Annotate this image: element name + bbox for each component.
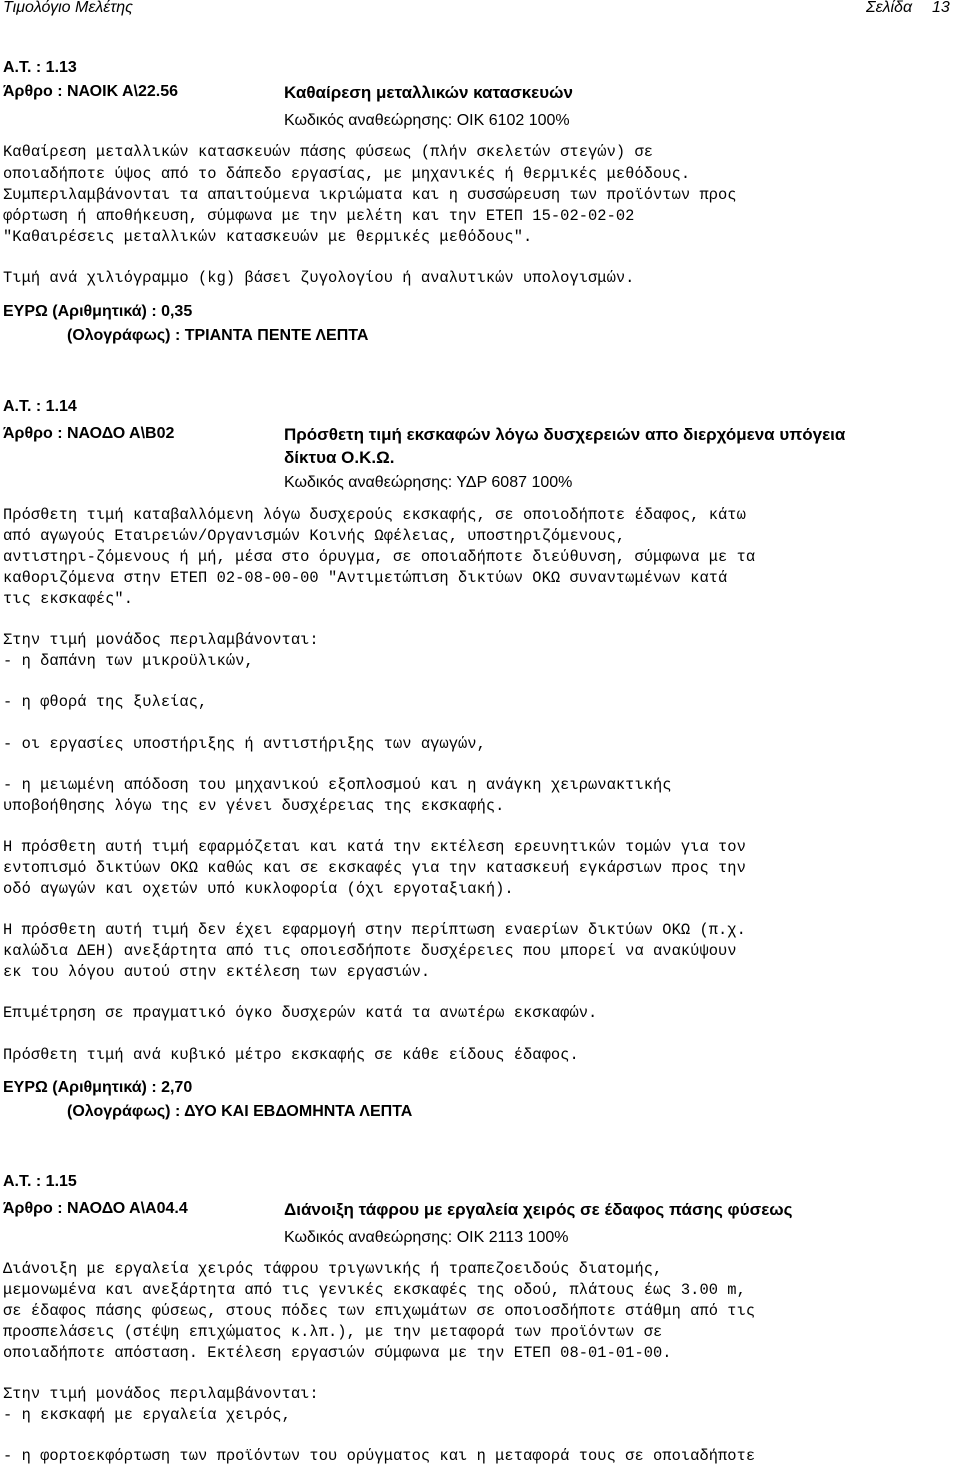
description-line: σε έδαφος πάσης φύσεως, στους πόδες των επιχωμάτων σε οποιοσδήποτε στάθμη από τις — [3, 1302, 756, 1320]
description-line: Στην τιμή μονάδος περιλαμβάνονται: — [3, 1385, 319, 1403]
price-words: (Ολογράφως) : ΤΡΙΑΝΤΑ ΠΕΝΤΕ ΛΕΠΤΑ — [67, 327, 369, 344]
price-numeric: ΕΥΡΩ (Αριθμητικά) : 2,70 — [3, 1079, 193, 1096]
description-line: εντοπισμό δικτύων ΟΚΩ καθώς και σε εκσκαφές για την κατασκευή εγκάρσιων προς την — [3, 859, 746, 877]
article-code: Άρθρο : ΝΑΟΙΚ Α\22.56 — [3, 83, 179, 100]
description-line: - η μειωμένη απόδοση του μηχανικού εξοπλοσμού και η ανάγκη χειρωνακτικής — [3, 776, 672, 794]
description-line: εκ του λόγου αυτού στην εκτέλεση των εργασιών. — [3, 963, 431, 981]
description-line: "Καθαιρέσεις μεταλλικών κατασκευών με θερμικές μεθόδους". — [3, 228, 533, 246]
description-line: - οι εργασίες υποστήριξης ή αντιστήριξης των αγωγών, — [3, 735, 486, 753]
description-line: οποιαδήποτε ύψος από το δάπεδο εργασίας, με μηχανικές ή θερμικές μεθόδους. — [3, 165, 691, 183]
description-line: Τιμή ανά χιλιόγραμμο (kg) βάσει ζυγολογίου ή αναλυτικών υπολογισμών. — [3, 269, 635, 287]
description-line: - η δαπάνη των μικροϋλικών, — [3, 652, 254, 670]
description-line: Διάνοιξη με εργαλεία χειρός τάφρου τριγωνικής ή τραπεζοειδούς διατομής, — [3, 1260, 663, 1278]
article-code: Άρθρο : ΝΑΟΔΟ Α\Α04.4 — [3, 1200, 188, 1217]
page-header-title: Τιμολόγιο Μελέτης — [3, 0, 133, 16]
item-code: Α.Τ. : 1.13 — [3, 59, 77, 76]
description-line: από αγωγούς Εταιρειών/Οργανισμών Κοινής Ωφέλειας, υποστηριζόμενους, — [3, 527, 626, 545]
revision-code: Κωδικός αναθεώρησης: ΟΙΚ 6102 100% — [284, 112, 570, 129]
article-code: Άρθρο : ΝΑΟΔΟ Α\Β02 — [3, 425, 175, 442]
price-numeric: ΕΥΡΩ (Αριθμητικά) : 0,35 — [3, 303, 193, 320]
description-line: καλώδια ΔΕΗ) ανεξάρτητα από τις οποιεσδήποτε δυσχέρειες που μπορεί να ανακύψουν — [3, 942, 737, 960]
description-line: καθοριζόμενα στην ΕΤΕΠ 02-08-00-00 "Αντιμετώπιση δικτύων ΟΚΩ συναντωμένων κατά — [3, 569, 728, 587]
description-line: φόρτωση ή αποθήκευση, σύμφωνα με την μελέτη και την ΕΤΕΠ 15-02-02-02 — [3, 207, 635, 225]
description-line: Στην τιμή μονάδος περιλαμβάνονται: — [3, 631, 319, 649]
description-line: Πρόσθετη τιμή καταβαλλόμενη λόγω δυσχερούς εκσκαφής, σε οποιοδήποτε έδαφος, κάτω — [3, 506, 746, 524]
item-code: Α.Τ. : 1.14 — [3, 398, 77, 415]
description-line: - η φορτοεκφόρτωση των προϊόντων του ορύγματος και η μεταφορά τους σε οποιαδήποτε — [3, 1447, 756, 1465]
item-title: Διάνοιξη τάφρου με εργαλεία χειρός σε έδαφος πάσης φύσεως — [284, 1200, 793, 1219]
description-line: τις εκσκαφές". — [3, 590, 134, 608]
revision-code: Κωδικός αναθεώρησης: ΟΙΚ 2113 100% — [284, 1229, 569, 1246]
description-line: Πρόσθετη τιμή ανά κυβικό μέτρο εκσκαφής σε κάθε είδους έδαφος. — [3, 1046, 579, 1064]
description-line: Επιμέτρηση σε πραγματικό όγκο δυσχερών κατά τα ανωτέρω εκσκαφών. — [3, 1004, 598, 1022]
item-code: Α.Τ. : 1.15 — [3, 1173, 77, 1190]
page-header-page-label: Σελίδα — [866, 0, 913, 16]
description-line: οδό αγωγών και οχετών υπό κυκλοφορία (όχι εργοταξιακή). — [3, 880, 514, 898]
description-line: - η εκσκαφή με εργαλεία χειρός, — [3, 1406, 291, 1424]
description-line: Καθαίρεση μεταλλικών κατασκευών πάσης φύσεως (πλήν σκελετών στεγών) σε — [3, 143, 654, 161]
description-line: προσπελάσεις (στέψη επιχώματος κ.λπ.), με την μεταφορά των προϊόντων σε — [3, 1323, 663, 1341]
description-line: Η πρόσθετη αυτή τιμή εφαρμόζεται και κατά την εκτέλεση ερευνητικών τομών για τον — [3, 838, 746, 856]
price-words: (Ολογράφως) : ΔΥΟ ΚΑΙ ΕΒΔΟΜΗΝΤΑ ΛΕΠΤΑ — [67, 1103, 413, 1120]
item-title: δίκτυα Ο.Κ.Ω. — [284, 448, 395, 467]
item-title: Πρόσθετη τιμή εκσκαφών λόγω δυσχερειών απο διερχόμενα υπόγεια — [284, 425, 846, 444]
description-line: οποιαδήποτε απόσταση. Εκτέλεση εργασιών σύμφωνα με την ΕΤΕΠ 08-01-01-00. — [3, 1344, 672, 1362]
item-title: Καθαίρεση μεταλλικών κατασκευών — [284, 83, 573, 102]
description-line: - η φθορά της ξυλείας, — [3, 693, 208, 711]
description-line: υποβοήθησης λόγω της εν γένει δυσχέρειας της εκσκαφής. — [3, 797, 505, 815]
revision-code: Κωδικός αναθεώρησης: ΥΔΡ 6087 100% — [284, 474, 573, 491]
description-line: Η πρόσθετη αυτή τιμή δεν έχει εφαρμογή στην περίπτωση εναερίων δικτύων ΟΚΩ (π.χ. — [3, 921, 746, 939]
description-line: μεμονωμένα και ανεξάρτητα από τις γενικές εκσκαφές της οδού, πλάτους έως 3.00 m, — [3, 1281, 746, 1299]
description-line: αντιστηρι-ζόμενους ή μή, μέσα στο όρυγμα, σε οποιαδήποτε διεύθυνση, σύμφωνα με τα — [3, 548, 756, 566]
page-number: 13 — [932, 0, 950, 16]
description-line: Συμπεριλαμβάνονται τα απαιτούμενα ικριώματα και η συσσώρευση των προϊόντων προς — [3, 186, 737, 204]
